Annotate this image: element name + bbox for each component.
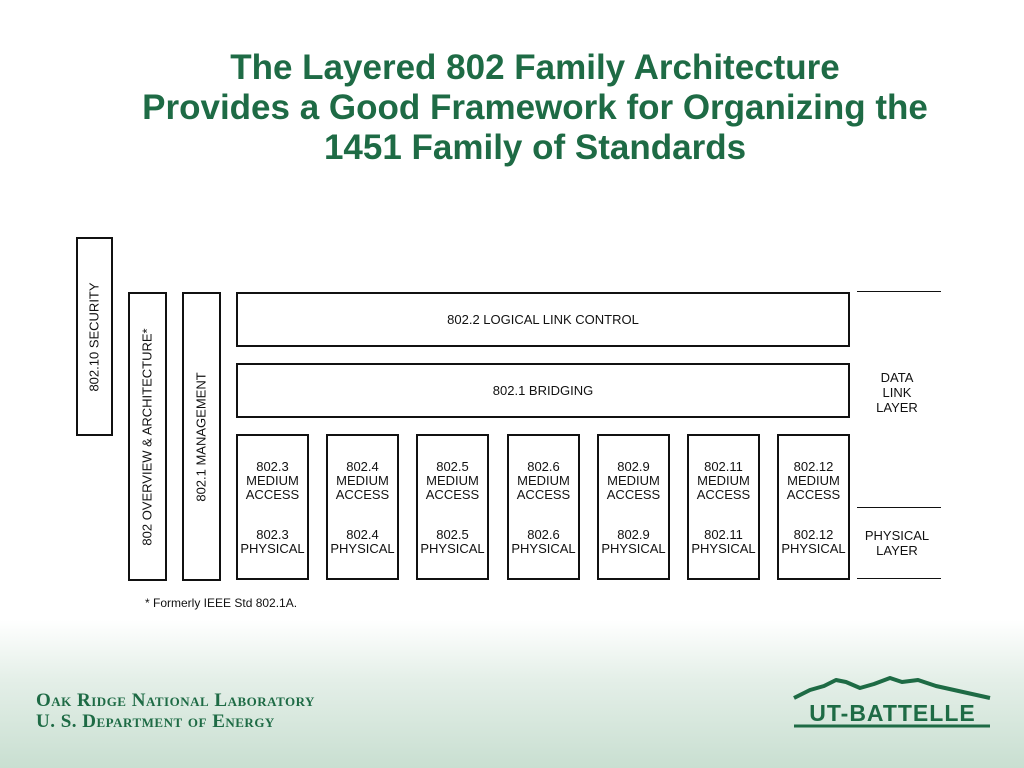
- title-line-3: 1451 Family of Standards: [323, 128, 747, 167]
- mac-block: [689, 460, 758, 502]
- mac-block: [509, 460, 578, 502]
- phy-number: 802.6: [527, 527, 560, 542]
- medium-label: MEDIUM: [787, 473, 840, 488]
- mac-number: 802.9: [617, 459, 650, 474]
- phy-block: [328, 528, 397, 556]
- phy-number: 802.3: [256, 527, 289, 542]
- medium-label: MEDIUM: [246, 473, 299, 488]
- layer-divider-top: [857, 291, 941, 292]
- security-label: 802.10 SECURITY: [86, 281, 102, 392]
- layer-divider-middle: [857, 507, 941, 508]
- module-802-4: [326, 434, 399, 580]
- mac-block: [599, 460, 668, 502]
- slide-title: [0, 48, 1024, 168]
- access-label: ACCESS: [245, 487, 300, 502]
- mac-number: 802.5: [436, 459, 469, 474]
- physical-layer-word-1: PHYSICAL: [864, 528, 930, 543]
- data-link-word-3: LAYER: [876, 400, 918, 415]
- physical-label: PHYSICAL: [691, 541, 756, 556]
- phy-block: [689, 528, 758, 556]
- management-box: [182, 292, 221, 581]
- module-802-11: [687, 434, 760, 580]
- phy-number: 802.12: [793, 527, 834, 542]
- data-link-layer-label: [857, 370, 937, 415]
- overview-architecture-box: [128, 292, 167, 581]
- data-link-word-2: LINK: [882, 385, 912, 400]
- data-link-word-1: DATA: [880, 370, 914, 385]
- module-802-3: [236, 434, 309, 580]
- mac-block: [328, 460, 397, 502]
- access-label: ACCESS: [335, 487, 390, 502]
- phy-block: [418, 528, 487, 556]
- phy-block: [779, 528, 848, 556]
- mac-number: 802.11: [704, 459, 743, 474]
- physical-label: PHYSICAL: [240, 541, 305, 556]
- bridging-box: [236, 363, 850, 418]
- physical-layer-label: [857, 528, 937, 558]
- phy-block: [509, 528, 578, 556]
- logical-link-control-box: [236, 292, 850, 347]
- medium-label: MEDIUM: [517, 473, 570, 488]
- access-label: ACCESS: [696, 487, 751, 502]
- overview-architecture-label: 802 OVERVIEW & ARCHITECTURE*: [139, 327, 155, 546]
- medium-label: MEDIUM: [697, 473, 750, 488]
- module-802-5: [416, 434, 489, 580]
- medium-label: MEDIUM: [336, 473, 389, 488]
- bridging-label: 802.1 BRIDGING: [492, 382, 594, 398]
- mac-block: [418, 460, 487, 502]
- physical-label: PHYSICAL: [330, 541, 395, 556]
- mac-number: 802.12: [793, 459, 834, 474]
- access-label: ACCESS: [606, 487, 661, 502]
- phy-block: [238, 528, 307, 556]
- phy-number: 802.4: [346, 527, 379, 542]
- physical-label: PHYSICAL: [420, 541, 485, 556]
- medium-label: MEDIUM: [607, 473, 660, 488]
- medium-label: MEDIUM: [426, 473, 479, 488]
- mac-block: [238, 460, 307, 502]
- mac-number: 802.4: [346, 459, 379, 474]
- phy-number: 802.9: [617, 527, 650, 542]
- access-label: ACCESS: [425, 487, 480, 502]
- access-label: ACCESS: [786, 487, 841, 502]
- org-name-line-2: U. S. Department of Energy: [36, 711, 275, 732]
- phy-block: [599, 528, 668, 556]
- logical-link-control-label: 802.2 LOGICAL LINK CONTROL: [447, 311, 639, 327]
- mac-block: [779, 460, 848, 502]
- title-line-1: The Layered 802 Family Architecture: [230, 48, 840, 87]
- mac-number: 802.6: [527, 459, 560, 474]
- footnote: * Formerly IEEE Std 802.1A.: [145, 596, 298, 610]
- layer-divider-bottom: [857, 578, 941, 579]
- physical-label: PHYSICAL: [511, 541, 576, 556]
- phy-number: 802.5: [436, 527, 469, 542]
- physical-label: PHYSICAL: [781, 541, 846, 556]
- mac-number: 802.3: [256, 459, 289, 474]
- title-line-2: Provides a Good Framework for Organizing the: [142, 88, 928, 127]
- ut-battelle-logo-text: UT-BATTELLE: [809, 700, 976, 726]
- module-802-12: [777, 434, 850, 580]
- module-802-9: [597, 434, 670, 580]
- access-label: ACCESS: [516, 487, 571, 502]
- module-802-6: [507, 434, 580, 580]
- management-label: 802.1 MANAGEMENT: [193, 371, 209, 502]
- org-name-line-1: Oak Ridge National Laboratory: [36, 690, 315, 711]
- physical-layer-word-2: LAYER: [876, 543, 918, 558]
- security-box: [76, 237, 113, 436]
- phy-number: 802.11: [704, 527, 743, 542]
- physical-label: PHYSICAL: [601, 541, 666, 556]
